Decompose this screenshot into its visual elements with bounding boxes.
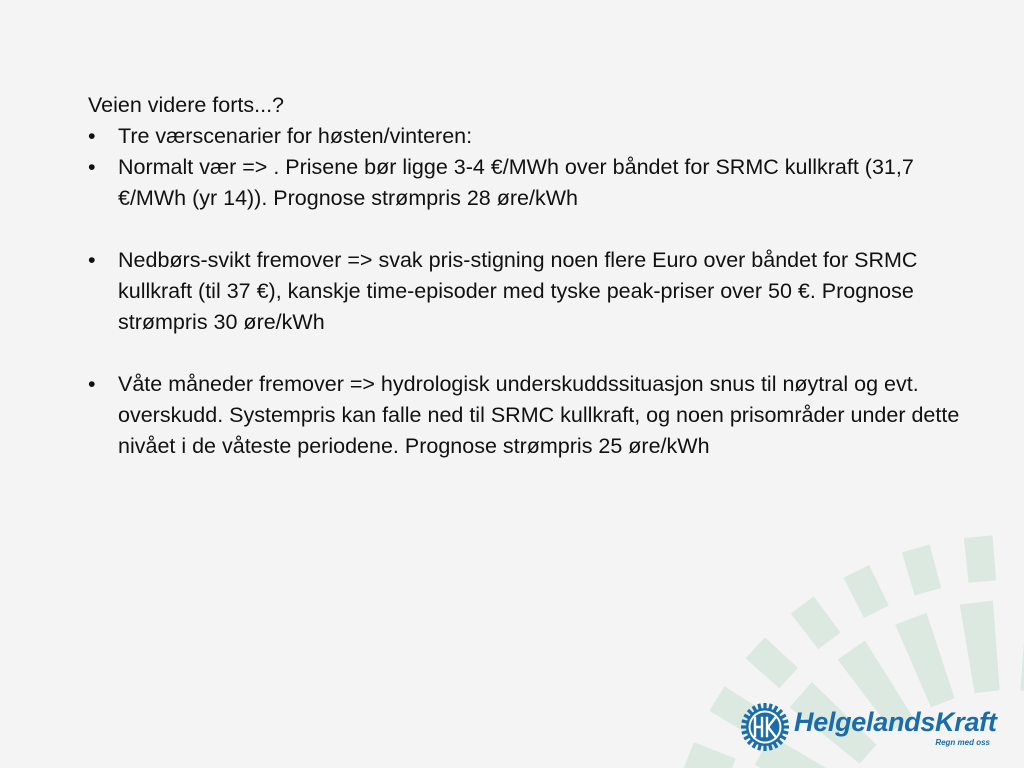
slide-heading: Veien videre forts...?	[88, 93, 284, 117]
logo-tagline: Regn med oss	[935, 738, 990, 747]
watermark-spoke	[844, 565, 889, 618]
watermark-spoke	[791, 596, 841, 649]
bullet-item: • Nedbørs-svikt fremover => svak pris-stigning noen flere Euro over båndet for SRMC kullkraft (til 37 €), kanskje time-episoder med tyske peak-priser over 50 €. Prognose strømpris 30 øre/kWh	[88, 245, 968, 338]
bullet-list	[88, 121, 968, 462]
watermark-spoke	[964, 535, 996, 583]
hk-wheel-icon	[740, 702, 790, 752]
company-logo	[740, 699, 1000, 755]
bullet-item: • Våte måneder fremover => hydrologisk underskuddssituasjon snus til nøytral og evt. overskudd. Systempris kan falle ned til SRMC kullkraft, og noen prisområder under dette nivået i de våteste periodene. Prognose strømpris 25 øre/kWh	[88, 369, 968, 462]
watermark-spoke	[746, 637, 798, 688]
watermark-spoke	[902, 545, 941, 596]
watermark-spoke	[895, 613, 954, 708]
watermark-spoke	[960, 601, 1000, 694]
bullet-item: • Normalt vær => . Prisene bør ligge 3-4 €/MWh over båndet for SRMC kullkraft (31,7 €/MWh (yr 14)). Prognose strømpris 28 øre/kWh	[88, 152, 968, 214]
watermark-spoke	[683, 742, 735, 768]
logo-name: HelgelandsKraft	[794, 707, 997, 737]
bullet-item: • Tre værscenarier for høsten/vinteren:	[88, 121, 968, 152]
slide-content	[88, 90, 968, 462]
watermark-spoke	[1020, 601, 1024, 694]
